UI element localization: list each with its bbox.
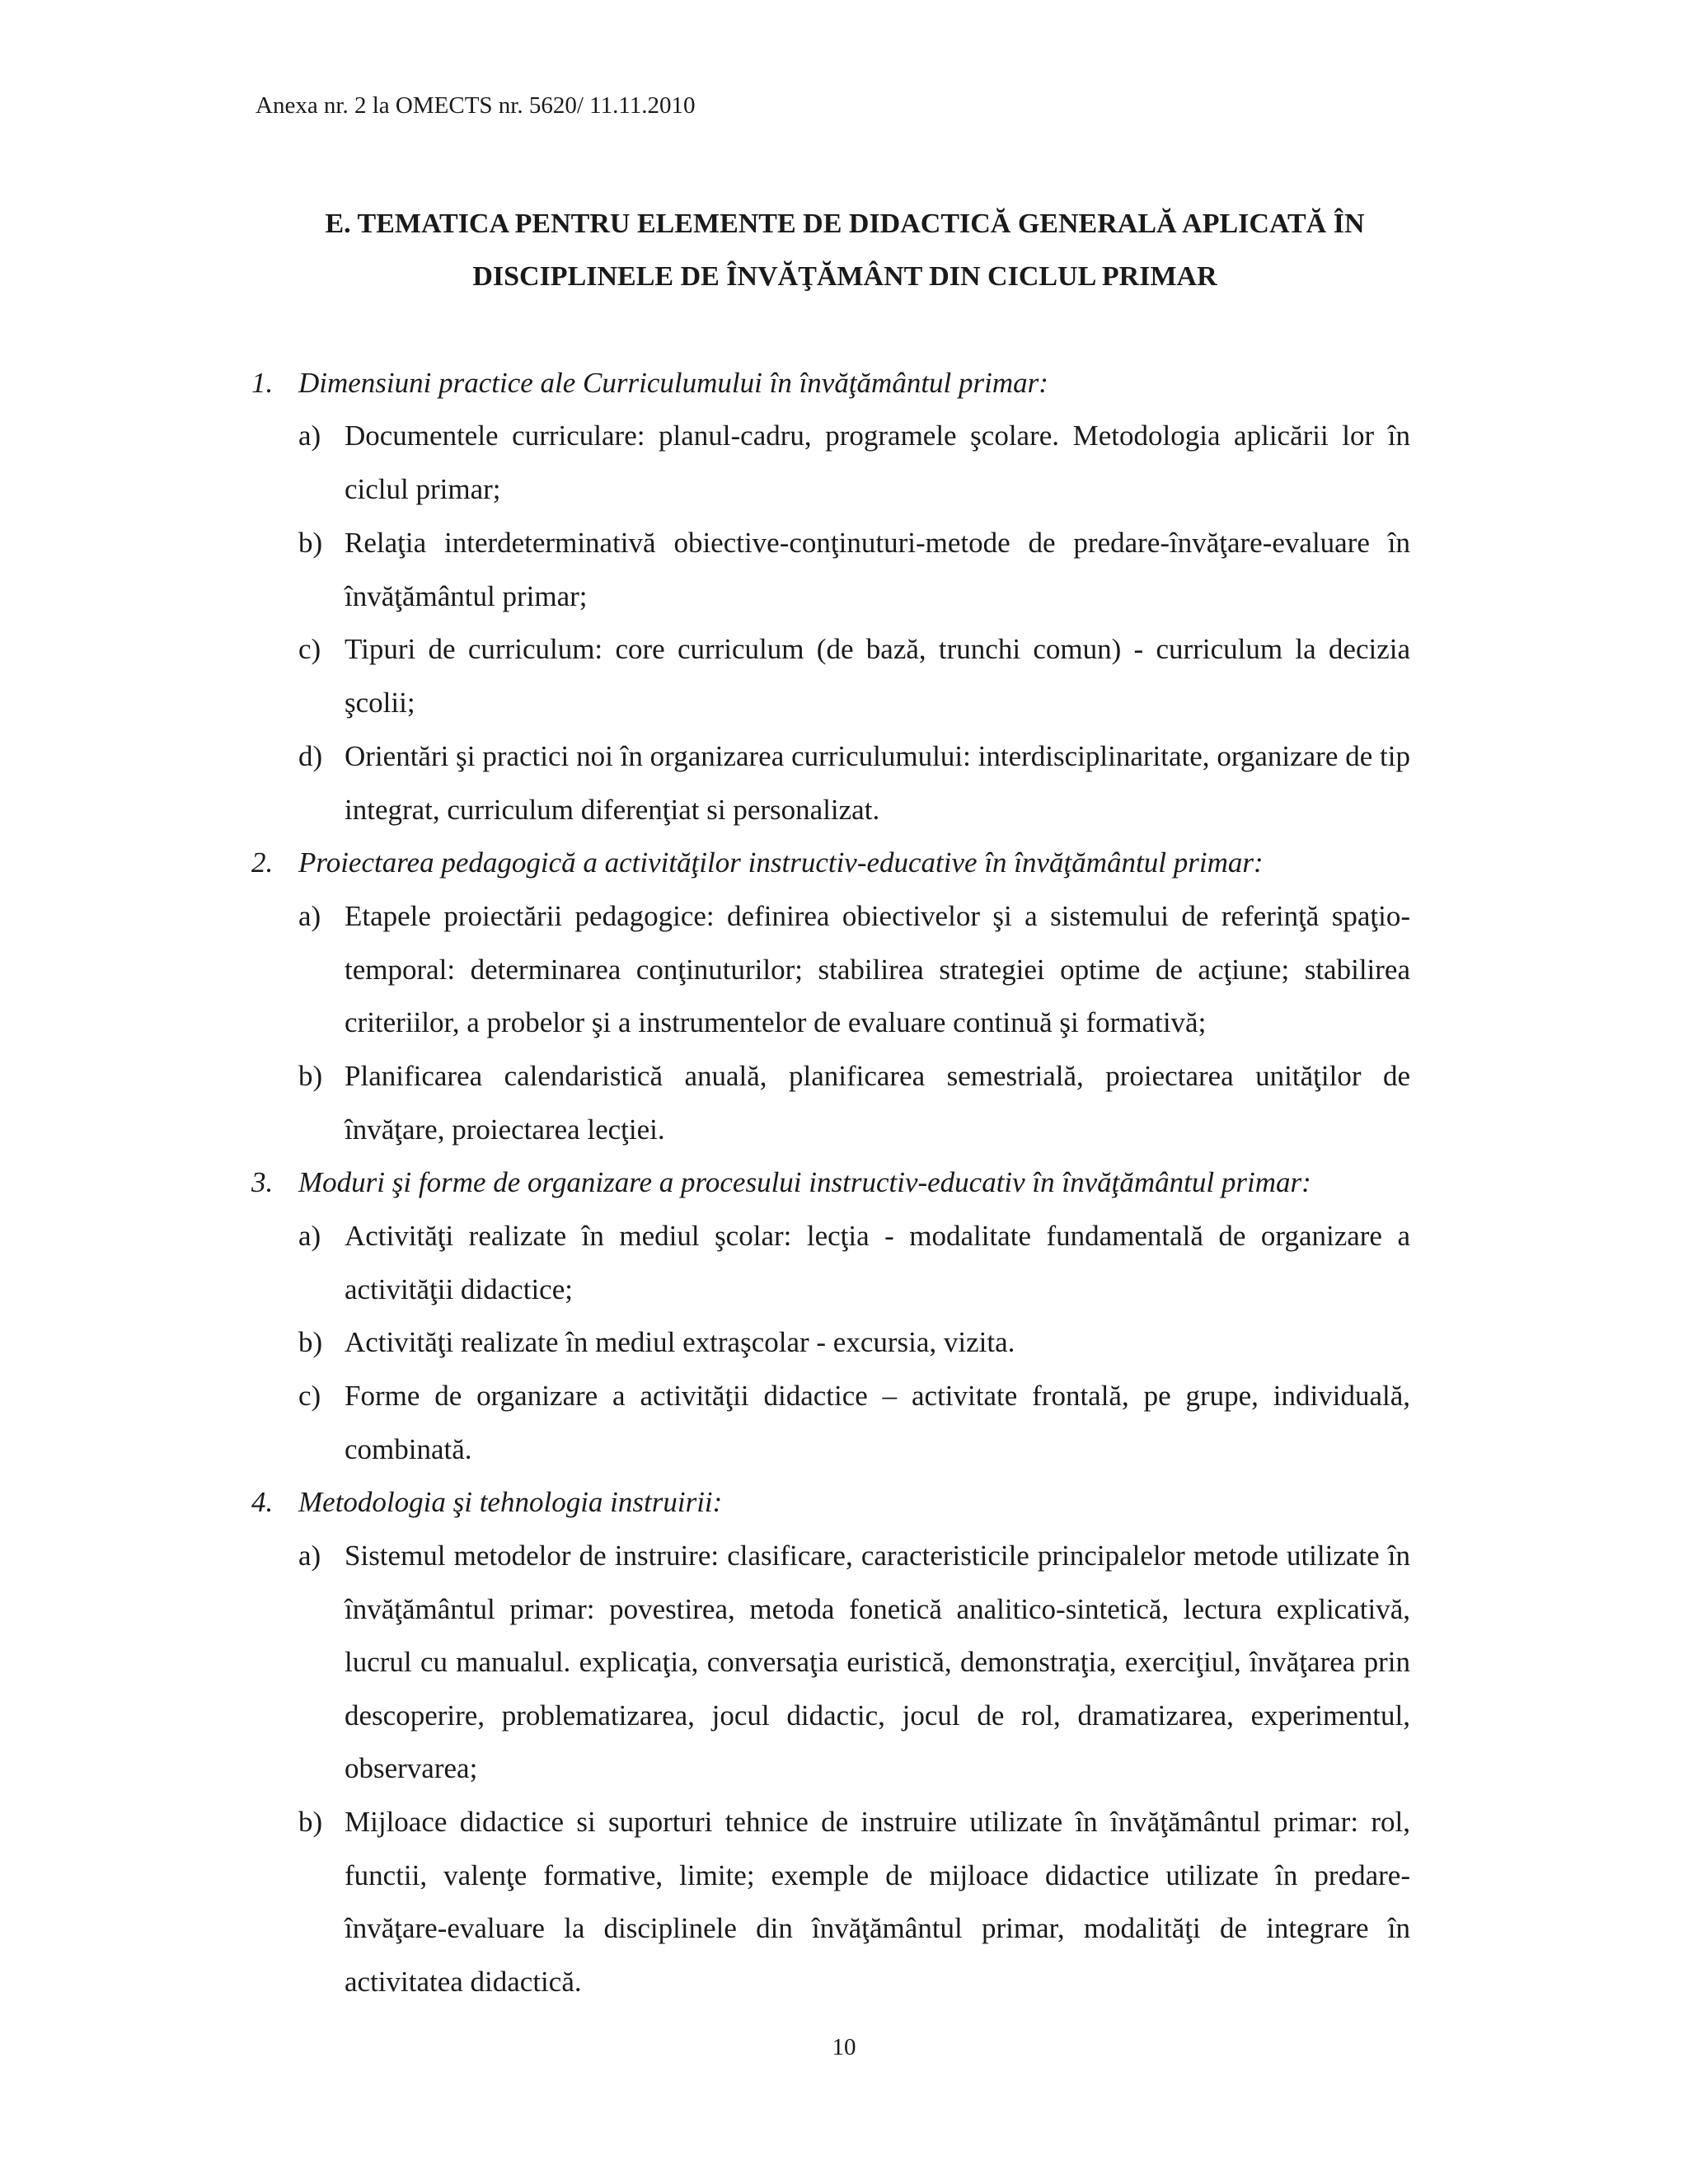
section-heading-text: Dimensiuni practice ale Curriculumului în învăţământul primar: [298, 367, 1048, 399]
list-item [298, 623, 1410, 729]
page-header: Anexa nr. 2 la OMECTS nr. 5620/ 11.11.2010 [256, 92, 696, 119]
item-letter: b) [298, 1060, 323, 1092]
item-text: Sistemul metodelor de instruire: clasificare, caracteristicile principalelor metode utilizate în învăţământul primar: povestirea, metoda fonetică analitico-sintetică, lectura explicativă, lucrul cu manualul. explicaţia, conversaţia euristică, demonstraţia, exerciţiul, învăţarea prin descoperire, problematizarea, jocul didactic, jocul de rol, dramatizarea, experimentul, observarea; [345, 1540, 1410, 1784]
list-item [298, 1210, 1410, 1316]
item-letter: a) [298, 419, 321, 452]
title-line-2: DISCIPLINELE DE ÎNVĂŢĂMÂNT DIN CICLUL PRIMAR [472, 261, 1217, 292]
document-title [206, 198, 1484, 303]
item-letter: b) [298, 1326, 323, 1358]
title-line-1: E. TEMATICA PENTRU ELEMENTE DE DIDACTICĂ GENERALĂ APLICATĂ ÎN [325, 209, 1365, 239]
section-heading [251, 1476, 722, 1529]
item-text: Activităţi realizate în mediul şcolar: lecţia - modalitate fundamentală de organizare a activităţii didactice; [345, 1220, 1410, 1305]
list-item [298, 1796, 1410, 2008]
list-item [298, 1050, 1410, 1156]
item-text: Activităţi realizate în mediul extraşcolar - excursia, vizita. [345, 1326, 1015, 1358]
item-text: Documentele curriculare: planul-cadru, programele şcolare. Metodologia aplicării lor în ciclul primar; [345, 419, 1410, 505]
list-item [298, 890, 1410, 1050]
item-text: Orientări şi practici noi în organizarea curriculumului: interdisciplinaritate, organizare de tip integrat, curriculum diferenţiat si personalizat. [345, 740, 1410, 826]
item-letter: b) [298, 527, 323, 559]
item-letter: a) [298, 1540, 321, 1572]
list-item [298, 517, 1410, 623]
section-number: 3. [251, 1166, 274, 1198]
item-text: Planificarea calendaristică anuală, planificarea semestrială, proiectarea unităţilor de învăţare, proiectarea lecţiei. [345, 1060, 1410, 1146]
item-letter: a) [298, 900, 321, 932]
page-number: 10 [832, 2034, 856, 2060]
section-heading-text: Proiectarea pedagogică a activităţilor instructiv-educative în învăţământul primar: [298, 846, 1264, 879]
item-letter: c) [298, 633, 321, 665]
section-heading [251, 837, 1264, 889]
item-text: Forme de organizare a activităţii didactice – activitate frontală, pe grupe, individuală, combinată. [345, 1380, 1410, 1465]
section-heading [251, 357, 1048, 410]
section-number: 1. [251, 367, 274, 399]
list-item [298, 410, 1410, 516]
item-letter: d) [298, 740, 323, 772]
item-letter: b) [298, 1806, 323, 1838]
section-heading-text: Moduri şi forme de organizare a procesului instructiv-educativ în învăţământul primar: [298, 1166, 1311, 1198]
list-item [298, 1370, 1410, 1476]
item-text: Relaţia interdeterminativă obiective-conţinuturi-metode de predare-învăţare-evaluare în învăţământul primar; [345, 527, 1410, 612]
section-heading [251, 1156, 1311, 1209]
item-text: Etapele proiectării pedagogice: definirea obiectivelor şi a sistemului de referinţă spaţio-temporal: determinarea conţinuturilor; stabilirea strategiei optime de acţiune; stabilirea criteriilor, a probelor şi a instrumentelor de evaluare continuă şi formativă; [345, 900, 1410, 1038]
list-item [298, 1530, 1410, 1796]
item-text: Tipuri de curriculum: core curriculum (de bază, trunchi comun) - curriculum la decizia şcolii; [345, 633, 1410, 719]
list-item [298, 730, 1410, 837]
item-letter: a) [298, 1220, 321, 1252]
item-text: Mijloace didactice si suporturi tehnice de instruire utilizate în învăţământul primar: rol, functii, valenţe formative, limite; exemple de mijloace didactice utilizate în predare-învăţare-evaluare la disciplinele din învăţământul primar, modalităţi de integrare în activitatea didactică. [345, 1806, 1410, 1998]
section-number: 4. [251, 1486, 274, 1518]
list-item [298, 1316, 1410, 1370]
item-letter: c) [298, 1380, 321, 1412]
section-heading-text: Metodologia şi tehnologia instruirii: [298, 1486, 723, 1518]
section-number: 2. [251, 846, 274, 879]
